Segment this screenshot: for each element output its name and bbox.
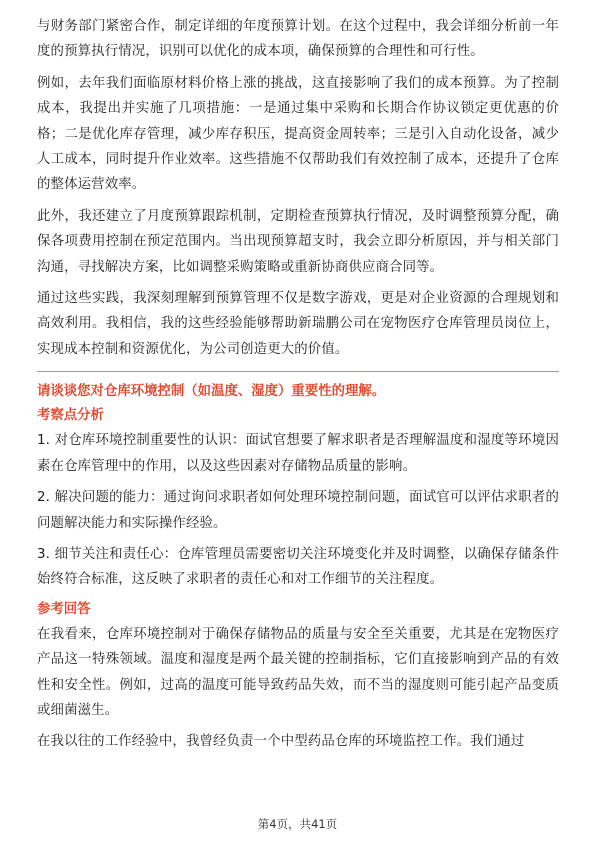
answer-paragraph-2: 在我以往的工作经验中，我曾经负责一个中型药品仓库的环境监控工作。我们通过 xyxy=(37,734,525,750)
answer-paragraph-1: 在我看来，仓库环境控制对于确保存储物品的质量与安全至关重要，尤其是在宠物医疗产品这一特殊领域。温度和湿度是两个最关键的控制指标，它们直接影响到产品的有效性和安全性。例如，过高的温度可能导致药品失效，而不当的湿度则可能引起产品变质或细菌滋生。 xyxy=(37,626,559,718)
analysis-point-2: 2. 解决问题的能力：通过询问求职者如何处理环境控制问题，面试官可以评估求职者的问题解决能力和实际操作经验。 xyxy=(37,490,559,531)
page-number: 第4页，共41页 xyxy=(257,817,338,831)
question-title: 请谈谈您对仓库环境控制（如温度、湿度）重要性的理解。 xyxy=(37,384,386,400)
intro-paragraph-3: 此外，我还建立了月度预算跟踪机制，定期检查预算执行情况，及时调整预算分配，确保各项费用控制在预定范围内。当出现预算超支时，我会立即分析原因，并与相关部门沟通，寻找解决方案，比如调整采购策略或重新协商供应商合同等。 xyxy=(37,208,559,275)
intro-paragraph-4: 通过这些实践，我深刻理解到预算管理不仅是数字游戏，更是对企业资源的合理规划和高效利用。我相信，我的这些经验能够帮助新瑞鹏公司在宠物医疗仓库管理员岗位上，实现成本控制和资源优化，为公司创造更大的价值。 xyxy=(37,291,559,357)
section-divider xyxy=(37,371,559,372)
answer-heading: 参考回答 xyxy=(37,601,91,617)
intro-paragraph-1: 与财务部门紧密合作，制定详细的年度预算计划。在这个过程中，我会详细分析前一年度的预算执行情况，识别可以优化的成本项，确保预算的合理性和可行性。 xyxy=(37,19,559,60)
intro-paragraph-2: 例如，去年我们面临原材料价格上涨的挑战，这直接影响了我们的成本预算。为了控制成本，我提出并实施了几项措施：一是通过集中采购和长期合作协议锁定更优惠的价格；二是优化库存管理，减少库存积压，提高资金周转率；三是引入自动化设备，减少人工成本，同时提升作业效率。这些措施不仅帮助我们有效控制了成本，还提升了仓库的整体运营效率。 xyxy=(37,75,559,193)
document-page xyxy=(37,14,559,761)
analysis-point-1: 1. 对仓库环境控制重要性的认识：面试官想要了解求职者是否理解温度和湿度等环境因素在仓库管理中的作用，以及这些因素对存储物品质量的影响。 xyxy=(37,433,559,474)
analysis-point-3: 3. 细节关注和责任心：仓库管理员需要密切关注环境变化并及时调整，以确保存储条件始终符合标准，这反映了求职者的责任心和对工作细节的关注程度。 xyxy=(37,546,559,588)
analysis-heading: 考察点分析 xyxy=(37,408,104,424)
